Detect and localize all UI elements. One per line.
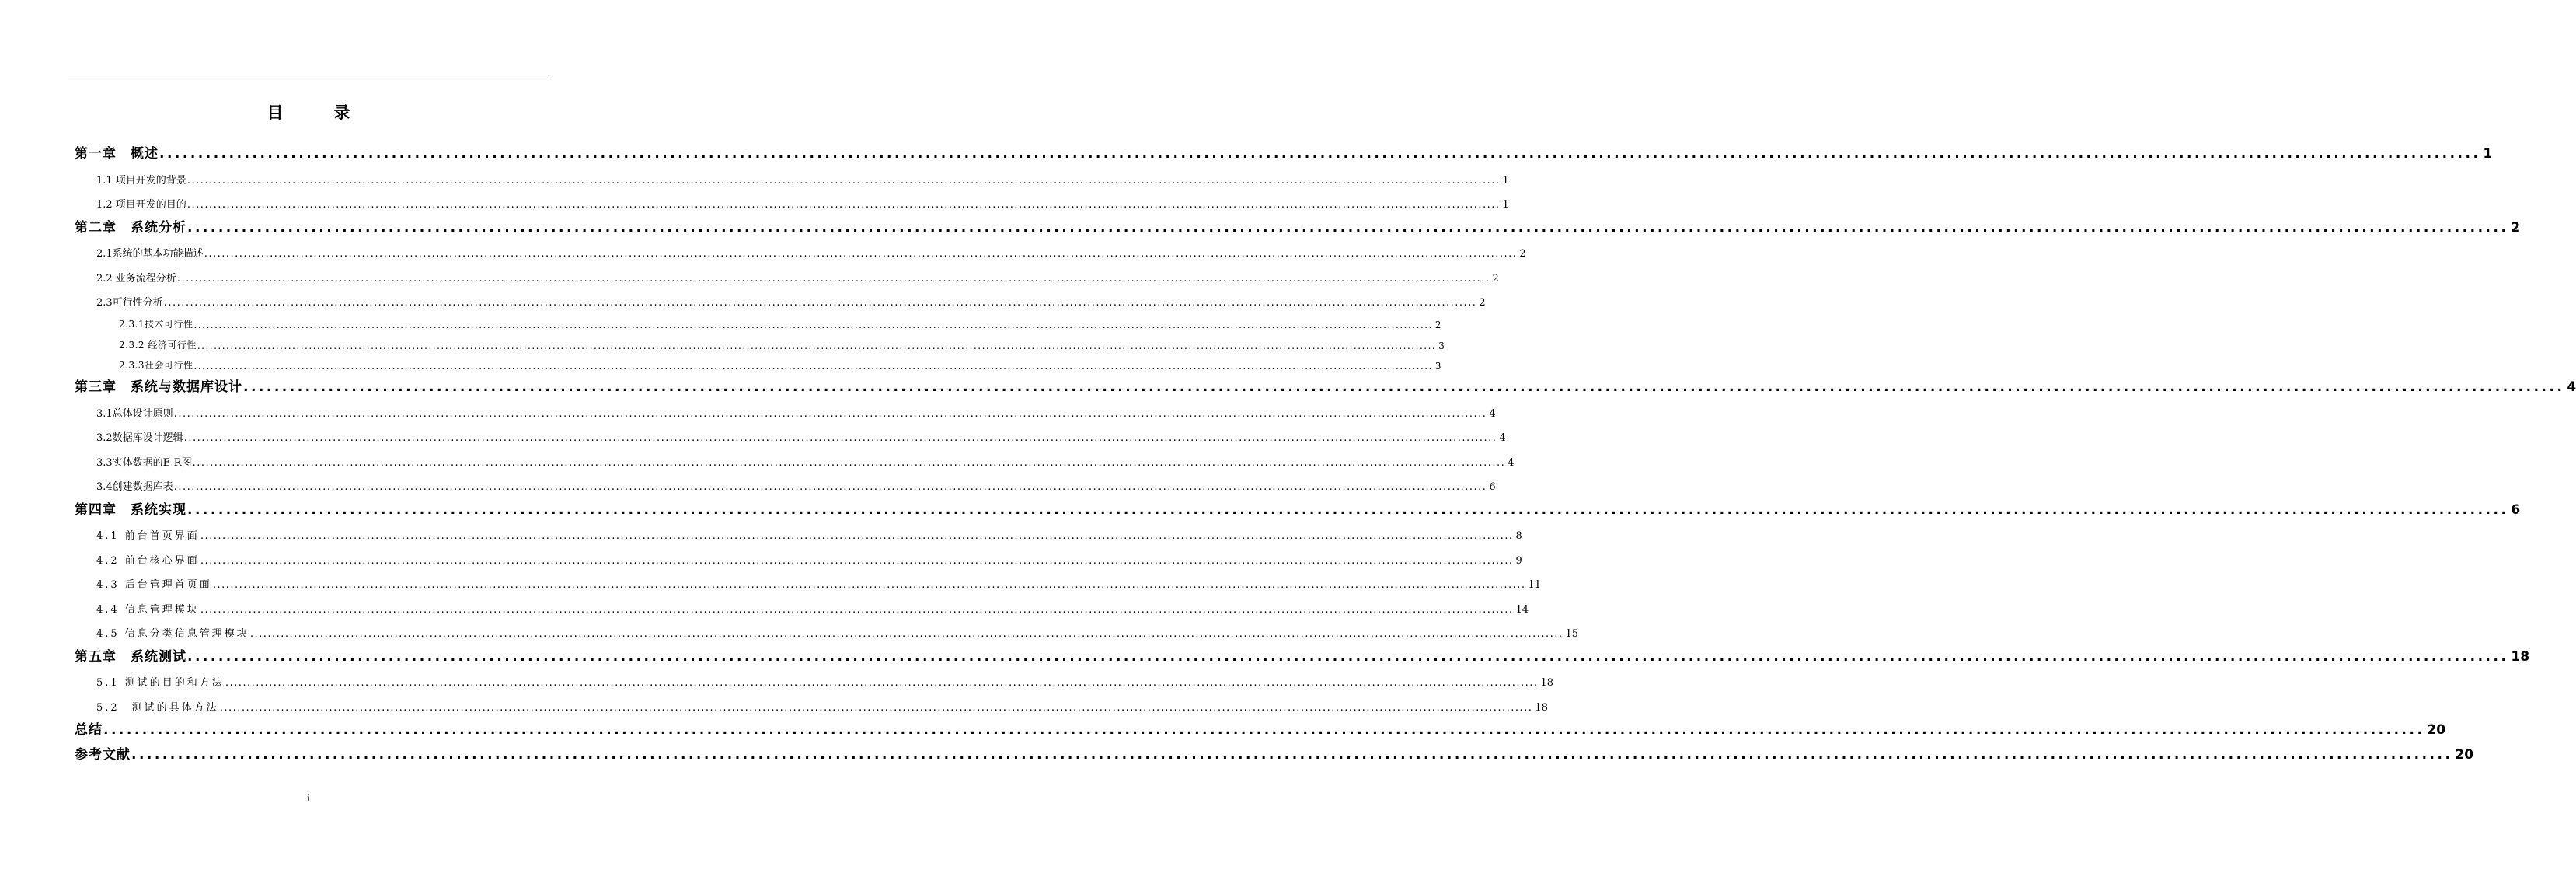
toc-entry-page: 20 bbox=[2427, 722, 2446, 738]
toc-leader-dots: ............................................................................................................................................................................................................................................................................................................ bbox=[192, 456, 1506, 469]
toc-entry-page: 2 bbox=[2511, 219, 2521, 236]
toc-leader-dots: ............................................................................................................................................................................................................................................................................................................ bbox=[197, 340, 1437, 351]
toc-entry-title: 5.1 测试的目的和方法 bbox=[96, 677, 225, 689]
toc-entry-page: 18 bbox=[2511, 648, 2530, 665]
toc-leader-dots: ............................................................................................................................................................................................................................................................................................................ bbox=[212, 579, 1526, 591]
toc-entry-page: 4 bbox=[1489, 407, 1496, 420]
toc-entry-title: 参考文献 bbox=[75, 746, 131, 763]
toc-leader-dots: ............................................................................................................................................................................................................................................................................................................ bbox=[193, 320, 1433, 330]
toc-entry-title: 第二章 系统分析 bbox=[75, 219, 186, 236]
toc-leader-dots: ............................................................................................................................................................................................................................................................................................................ bbox=[225, 677, 1539, 689]
toc-entry-page: 4 bbox=[1499, 432, 1506, 444]
toc-entry-level-2[interactable] bbox=[75, 421, 1506, 444]
toc-entry-page: 3 bbox=[1434, 361, 1441, 372]
toc-entry-title: 3.4创建数据库表 bbox=[96, 481, 173, 493]
toc-entry-page: 6 bbox=[2511, 501, 2521, 518]
toc-entry-level-2[interactable] bbox=[75, 616, 1579, 640]
toc-entry-title: 2.2 业务流程分析 bbox=[96, 272, 176, 285]
toc-entry-level-3[interactable] bbox=[75, 351, 1441, 372]
toc-entry-page: 11 bbox=[1528, 579, 1542, 591]
toc-entry-title: 4.3 后台管理首页面 bbox=[96, 579, 212, 591]
toc-entry-title: 3.1总体设计原则 bbox=[96, 407, 173, 420]
toc-entry-page: 6 bbox=[1489, 481, 1496, 493]
toc-entry-level-1[interactable] bbox=[75, 714, 2446, 738]
toc-leader-dots: ............................................................................................................................................................................................................................................................................................................ bbox=[187, 648, 2509, 665]
toc-leader-dots: ............................................................................................................................................................................................................................................................................................................ bbox=[186, 199, 1501, 211]
toc-entry-title: 4.2 前台核心界面 bbox=[96, 554, 200, 567]
toc-entry-level-2[interactable] bbox=[75, 665, 1554, 689]
toc-leader-dots: ............................................................................................................................................................................................................................................................................................................ bbox=[183, 432, 1497, 444]
toc-entry-page: 2 bbox=[1519, 248, 1526, 260]
toc-entry-title: 5.2 测试的具体方法 bbox=[96, 701, 219, 714]
toc-entry-page: 2 bbox=[1492, 272, 1499, 285]
toc-entry-title: 2.3可行性分析 bbox=[96, 297, 163, 309]
toc-entry-page: 2 bbox=[1479, 297, 1486, 309]
toc-entry-title: 3.2数据库设计逻辑 bbox=[96, 432, 183, 444]
toc-entry-level-2[interactable] bbox=[75, 261, 1499, 285]
toc-entry-title: 第五章 系统测试 bbox=[75, 648, 186, 665]
toc-entry-title: 第三章 系统与数据库设计 bbox=[75, 379, 242, 395]
toc-entry-level-1[interactable] bbox=[75, 212, 2521, 236]
toc-leader-dots: ............................................................................................................................................................................................................................................................................................................ bbox=[200, 530, 1514, 542]
toc-entry-level-2[interactable] bbox=[75, 519, 1522, 542]
toc-leader-dots: ............................................................................................................................................................................................................................................................................................................ bbox=[187, 219, 2509, 236]
toc-entry-title: 总结 bbox=[75, 722, 103, 738]
toc-entry-level-2[interactable] bbox=[75, 543, 1522, 567]
toc-entry-level-2[interactable] bbox=[75, 285, 1486, 309]
toc-entry-page: 9 bbox=[1515, 554, 1522, 567]
toc-leader-dots: ............................................................................................................................................................................................................................................................................................................ bbox=[176, 272, 1490, 285]
toc-entry-page: 3 bbox=[1438, 340, 1445, 351]
toc-leader-dots: ............................................................................................................................................................................................................................................................................................................ bbox=[200, 554, 1514, 567]
toc-entry-level-1[interactable] bbox=[75, 372, 2576, 395]
toc-entry-level-2[interactable] bbox=[75, 163, 1509, 187]
toc-entry-level-2[interactable] bbox=[75, 236, 1526, 260]
toc-entry-title: 第四章 系统实现 bbox=[75, 501, 186, 518]
toc-entry-title: 3.3实体数据的E-R图 bbox=[96, 456, 192, 469]
toc-entry-level-2[interactable] bbox=[75, 445, 1515, 469]
toc-entry-page: 18 bbox=[1535, 701, 1548, 714]
toc-leader-dots: ............................................................................................................................................................................................................................................................................................................ bbox=[193, 361, 1433, 372]
toc-title: 目 录 bbox=[267, 103, 368, 122]
toc-entry-level-2[interactable] bbox=[75, 187, 1509, 211]
toc-entry-page: 1 bbox=[1502, 174, 1509, 187]
toc-entry-level-2[interactable] bbox=[75, 567, 1542, 591]
toc-leader-dots: ............................................................................................................................................................................................................................................................................................................ bbox=[163, 297, 1477, 309]
toc-leader-dots: ............................................................................................................................................................................................................................................................................................................ bbox=[173, 407, 1487, 420]
toc-entry-title: 4.4 信息管理模块 bbox=[96, 603, 200, 616]
toc-entry-title: 2.1系统的基本功能描述 bbox=[96, 248, 204, 260]
toc-entry-level-1[interactable] bbox=[75, 641, 2530, 665]
toc-entry-page: 4 bbox=[2567, 379, 2576, 395]
toc-entry-title: 1.1 项目开发的背景 bbox=[96, 174, 186, 187]
toc-entry-page: 1 bbox=[2483, 146, 2493, 162]
toc-leader-dots: ............................................................................................................................................................................................................................................................................................................ bbox=[103, 722, 2425, 738]
toc-entry-title: 2.3.1技术可行性 bbox=[119, 319, 193, 330]
toc-leader-dots: ............................................................................................................................................................................................................................................................................................................ bbox=[200, 603, 1514, 616]
toc-entry-page: 14 bbox=[1515, 603, 1529, 616]
toc-entry-page: 8 bbox=[1515, 530, 1522, 542]
toc-entry-page: 18 bbox=[1540, 677, 1554, 689]
toc-entry-level-2[interactable] bbox=[75, 470, 1496, 493]
toc-leader-dots: ............................................................................................................................................................................................................................................................................................................ bbox=[204, 248, 1518, 260]
toc-entry-page: 20 bbox=[2455, 746, 2474, 763]
toc-entry-level-3[interactable] bbox=[75, 310, 1441, 331]
toc-leader-dots: ............................................................................................................................................................................................................................................................................................................ bbox=[186, 174, 1501, 187]
toc-entry-level-2[interactable] bbox=[75, 396, 1496, 420]
toc-entry-level-2[interactable] bbox=[75, 690, 1548, 714]
toc-entry-level-1[interactable] bbox=[75, 494, 2521, 518]
toc-leader-dots: ............................................................................................................................................................................................................................................................................................................ bbox=[173, 481, 1487, 493]
toc-entry-title: 1.2 项目开发的目的 bbox=[96, 199, 186, 211]
toc-entry-level-3[interactable] bbox=[75, 330, 1445, 351]
toc-leader-dots: ............................................................................................................................................................................................................................................................................................................ bbox=[243, 379, 2565, 395]
toc-leader-dots: ............................................................................................................................................................................................................................................................................................................ bbox=[131, 746, 2453, 763]
toc-entry-title: 4.1 前台首页界面 bbox=[96, 530, 200, 542]
toc-entry-page: 15 bbox=[1565, 628, 1579, 640]
toc-entry-title: 第一章 概述 bbox=[75, 146, 159, 162]
toc-entry-level-1[interactable] bbox=[75, 138, 2493, 162]
toc-entry-level-2[interactable] bbox=[75, 592, 1529, 616]
toc-leader-dots: ............................................................................................................................................................................................................................................................................................................ bbox=[159, 146, 2481, 162]
toc-leader-dots: ............................................................................................................................................................................................................................................................................................................ bbox=[187, 501, 2509, 518]
toc-entry-title: 4.5 信息分类信息管理模块 bbox=[96, 628, 249, 640]
toc-entry-page: 2 bbox=[1434, 320, 1441, 330]
table-of-contents bbox=[75, 138, 2576, 763]
toc-entry-title: 2.3.2 经济可行性 bbox=[119, 339, 197, 351]
toc-entry-title: 2.3.3社会可行性 bbox=[119, 360, 193, 371]
page-number: i bbox=[307, 793, 310, 804]
toc-leader-dots: ............................................................................................................................................................................................................................................................................................................ bbox=[219, 701, 1533, 714]
toc-entry-level-1[interactable] bbox=[75, 739, 2474, 763]
toc-entry-page: 4 bbox=[1508, 456, 1515, 469]
toc-leader-dots: ............................................................................................................................................................................................................................................................................................................ bbox=[249, 628, 1563, 640]
toc-entry-page: 1 bbox=[1502, 199, 1509, 211]
